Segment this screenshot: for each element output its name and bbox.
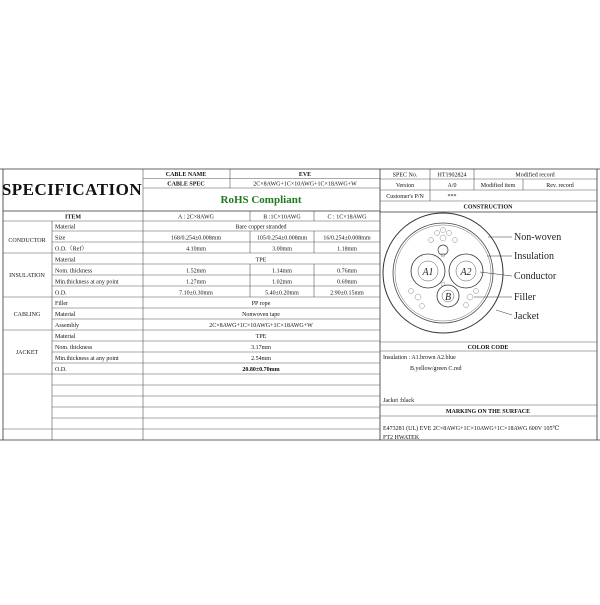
conductor-size-label: Size [55,235,66,242]
cable-name-label: CABLE NAME [165,172,207,178]
construction-header: CONSTRUCTION [463,204,513,211]
jacket-min-value: 2.54mm [251,356,271,362]
insulation-group-label: INSULATION [9,273,45,279]
insulation-od-b: 5.40±0.20mm [265,290,299,297]
column-b-header: B :1C×10AWG [263,214,301,221]
cable-name-value: EVE [298,172,312,178]
spec-no-value: HT1902824 [437,172,467,179]
conductor-size-b: 105/0.254±0.008mm [256,235,308,242]
legend-insulation: Insulation [514,251,554,262]
legend-conductor: Conductor [514,271,557,282]
jacket-material-value: TPE [255,334,267,340]
insulation-nom-b: 1.14mm [272,268,292,275]
conductor-material-value: Bare copper stranded [235,224,287,231]
cabling-material-value: Nonwoven tape [242,312,280,318]
cable-spec-label: CABLE SPEC [167,181,205,188]
insulation-od-c: 2.90±0.15mm [330,290,364,297]
cable-cross-section [383,213,561,333]
cabling-group-label: CABLING [13,312,41,318]
cable-spec-value: 2C×8AWG+1C×10AWG+1C×18AWG+W [253,181,357,188]
legend-filler: Filler [514,292,536,303]
core-label-a2: A2 [460,267,472,278]
jacket-od-label: O.D. [55,367,67,373]
modified-item-label: Modified item [480,183,516,189]
marking-header: MARKING ON THE SURFACE [445,409,531,415]
marking-line-1: E473281 (UL) EVE 2C×8AWG+1C×10AWG+1C×18AWG 600V 105℃ [383,426,560,432]
jacket-group-label: JACKET [15,350,39,356]
column-a-header: A : 2C×8AWG [178,214,214,221]
insulation-nom-label: Nom. thickness [55,268,93,275]
conductor-group-label: CONDUCTOR [8,238,46,244]
insulation-od-label: O.D. [55,290,67,297]
conductor-od-b: 3.00mm [272,246,292,253]
jacket-min-label: Min.thickness at any point [55,356,119,362]
legend-non-woven: Non-woven [514,232,562,243]
insulation-nom-a: 1.52mm [186,268,206,275]
cabling-material-label: Material [55,312,76,318]
color-code-header: COLOR CODE [467,345,509,351]
customer-pn-value: *** [447,194,457,200]
insulation-min-c: 0.69mm [337,279,357,286]
conductor-od-c: 1.18mm [337,246,357,253]
rohs-compliant-label: RoHS Compliant [220,194,302,206]
color-code-b-c: B.yellow/green C.red [410,366,462,372]
insulation-nom-c: 0.76mm [337,268,357,275]
jacket-nom-label: Nom. thickness [55,345,93,351]
conductor-material-label: Material [55,224,76,231]
page-title: SPECIFICATION [1,180,143,199]
core-label-a1: A1 [422,267,434,278]
version-label: Version [395,183,415,189]
color-code-jacket: Jacket :black [383,398,415,404]
column-c-header: C : 1C×18AWG [327,214,367,221]
legend-jacket: Jacket [514,311,539,322]
conductor-size-a: 168/0.254±0.008mm [170,235,222,242]
cabling-filler-label: Filler [55,301,68,307]
jacket-nom-value: 3.17mm [251,345,271,351]
insulation-material-label: Material [55,257,76,264]
core-label-b: B [444,292,452,303]
jacket-od-value: 20.80±0.70mm [242,367,280,373]
rev-record-label: Rev. record [546,183,574,189]
insulation-material-value: TPE [255,257,267,264]
modified-record-label: Modified record [515,172,555,179]
insulation-min-b: 1.02mm [272,279,292,286]
conductor-od-label: O.D.（Ref） [55,246,88,253]
insulation-min-label: Min.thickness at any point [55,279,119,286]
insulation-min-a: 1.27mm [186,279,206,286]
customer-pn-label: Customer's P/N [386,194,424,200]
conductor-size-c: 16/0.254±0.008mm [323,235,371,242]
version-value: A/0 [447,183,457,189]
insulation-od-a: 7.10±0.30mm [179,290,213,297]
color-code-insulation: Insulation : A1.brown A2.blue [383,355,456,361]
spec-no-label: SPEC No. [392,172,418,179]
cabling-assembly-label: Assembly [55,323,79,329]
marking-line-2: FT2 HWATEK [383,435,420,441]
cabling-assembly-value: 2C×8AWG+1C×10AWG+1C×18AWG+W [209,323,313,329]
item-header: ITEM [64,214,82,221]
conductor-od-a: 4.10mm [186,246,206,253]
cabling-filler-value: PP rope [251,301,271,307]
jacket-material-label: Material [55,334,76,340]
